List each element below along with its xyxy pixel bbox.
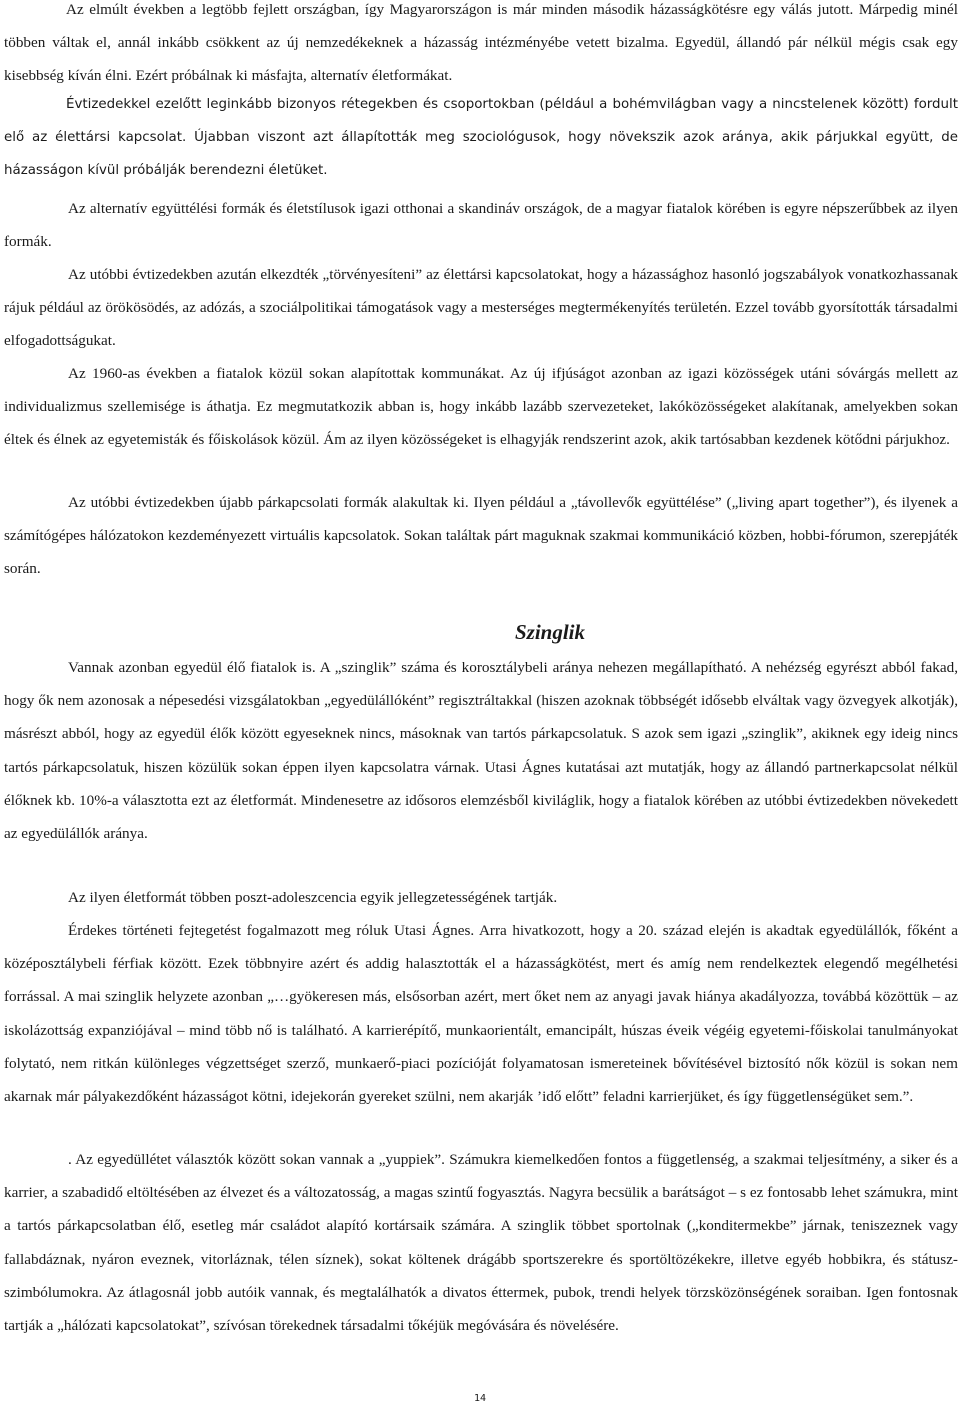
section-heading: Szinglik: [514, 620, 586, 644]
paragraph-historical-analysis: Érdekes történeti fejtegetést fogalmazott meg róluk Utasi Ágnes. Arra hivatkozott, hogy a 20. század elején is akadtak egyedülállók, főként a középosztálybeli férfiak között. Ezek többnyire azért és addig halasztották el a házasságkötést, mert és amíg nem rendelkeztek elegendő megélhetési forrással. A mai szinglik helyzete azonban „…gyökeresen más, elsősorban azért, mert őket nem az anyagi javak hiánya akadályozza, továbbá közöttük – az iskolázottság expanziójával – mind több nő is található. A karrierépítő, munkaorientált, emancipált, húszas éveik végéig egyetemi-főiskolai tanulmányokat folytató, nem ritkán különleges végzettséget szerző, munkaerő-piaci pozícióját folyamatosan ismereteinek bővítésével biztosító nők közül is sokan nem akarnak már pályakezdőként házasságot kötni, idejekorán gyereket szülni, nem akarják ’idő előtt” feladni karrierjüket, és így függetlenségüket sem.”.: [4, 922, 958, 1106]
paragraph-new-relationship-forms: Az utóbbi évtizedekben újabb párkapcsolati formák alakultak ki. Ilyen például a „távollevők együttélése” („living apart together”), és ilyenek a számítógépes hálózatokon kezdeményezett virtuális kapcsolatok. Sokan találtak párt maguknak szakmai kommunikáció közben, hobbi-fórumon, szerepjáték során.: [4, 494, 958, 578]
paragraph-yuppies: . Az egyedüllétet választók között sokan vannak a „yuppiek”. Számukra kiemelkedően fontos a függetlenség, a szakmai teljesítmény, a siker és a karrier, a szabadidő eltöltésében az élvezet és a változatosság, a magas szintű fogyasztás. Nagyra becsülik a barátságot – s ez fontosabb lehet számukra, mint a tartós párkapcsolatban élő, esetleg már családot alapító kortársaik számára. A szinglik többet sportolnak („konditermekbe” járnak, teniszeznek vagy fallabdáznak, nyáron eveznek, vitorláznak, télen síznek), sokat költenek drágább sportszerekre és sportöltözékekre, illetve egyéb hobbikra, és státusz-szimbólumokra. Az átlagosnál jobb autóik vannak, és megtalálhatók a divatos éttermek, pubok, trendi helyek törzsközönségének soraiban. Igen fontosnak tartják a „hálózati kapcsolatokat”, szívósan törekednek társadalmi tőkéjük megóvására és növelésére.: [4, 1151, 958, 1335]
paragraph-singles-intro: Vannak azonban egyedül élő fiatalok is. A „szinglik” száma és korosztálybeli aránya nehezen megállapítható. A nehézség egyrészt abból fakad, hogy ők nem azonosak a népesedési vizsgálatokban „egyedülállóként” regisztráltakkal (hiszen azoknak többségét idősebb elváltak vagy özvegyek alkotják), másrészt abból, hogy az egyedül élők között egyeseknek nincs, másoknak van tartós párkapcsolatuk. S azok sem igazi „szinglik”, akiknek egy ideig nincs tartós párkapcsolatuk, hiszen közülük sokan éppen ilyen kapcsolatra várnak. Utasi Ágnes kutatásai azt mutatják, hogy az állandó partnerkapcsolat nélkül élőknek kb. 10%-a választotta ezt az életformát. Mindenesetre az idősoros elemzésből kiviláglik, hogy a fiatalok körében az utóbbi évtizedekben növekedett az egyedülállók aránya.: [4, 659, 958, 843]
paragraph-post-adolescence: Az ilyen életformát többen poszt-adoleszcencia egyik jellegzetességének tartják.: [68, 889, 558, 906]
paragraph-alternative-forms: Az alternatív együttélési formák és életstílusok igazi otthonai a skandináv országok, de a magyar fiatalok körében is egyre népszerűbbek az ilyen formák.: [4, 200, 958, 251]
paragraph-legalization: Az utóbbi évtizedekben azután elkezdték „törvényesíteni” az élettársi kapcsolatokat, hogy a házassághoz hasonló jogszabályok vonatkozhassanak rájuk például az örökösödés, az adózás, a szociálpolitikai támogatások vagy a mesterséges megtermékenyítés területén. Ezzel tovább gyorsították társadalmi elfogadottságukat.: [4, 266, 958, 350]
paragraph-communes: Az 1960-as években a fiatalok közül sokan alapítottak kommunákat. Az új ifjúságot azonban az igazi közösségek utáni sóvárgás mellett az individualizmus szellemisége is áthatja. Ez megmutatkozik abban is, hogy inkább lazább szervezeteket, lakóközösségeket alakítanak, amelyekben sokan éltek és élnek az egyetemisták és főiskolások közül. Ám az ilyen közösségeket is elhagyják rendszerint azok, akik tartósabban kezdenek kötődni párjukhoz.: [4, 365, 958, 449]
paragraph-cohabitation-history: Évtizedekkel ezelőtt leginkább bizonyos rétegekben és csoportokban (például a bohémvilágban vagy a nincstelenek között) fordult elő az élettársi kapcsolat. Újabban viszont azt állapították meg szociológusok, hogy növekszik azok aránya, akik párjukkal együtt, de házasságon kívül próbálják berendezni életüket.: [4, 97, 958, 179]
page-number: 14: [473, 1393, 487, 1404]
paragraph-divorce-trend: Az elmúlt években a legtöbb fejlett országban, így Magyarországon is már minden második házasságkötésre egy válás jutott. Márpedig minél többen váltak el, annál inkább csökkent az új nemzedékeknek a házasság intézményébe vetett bizalma. Egyedül, állandó pár nélkül mégis csak egy kisebbség kíván élni. Ezért próbálnak ki másfajta, alternatív életformákat.: [4, 1, 958, 85]
